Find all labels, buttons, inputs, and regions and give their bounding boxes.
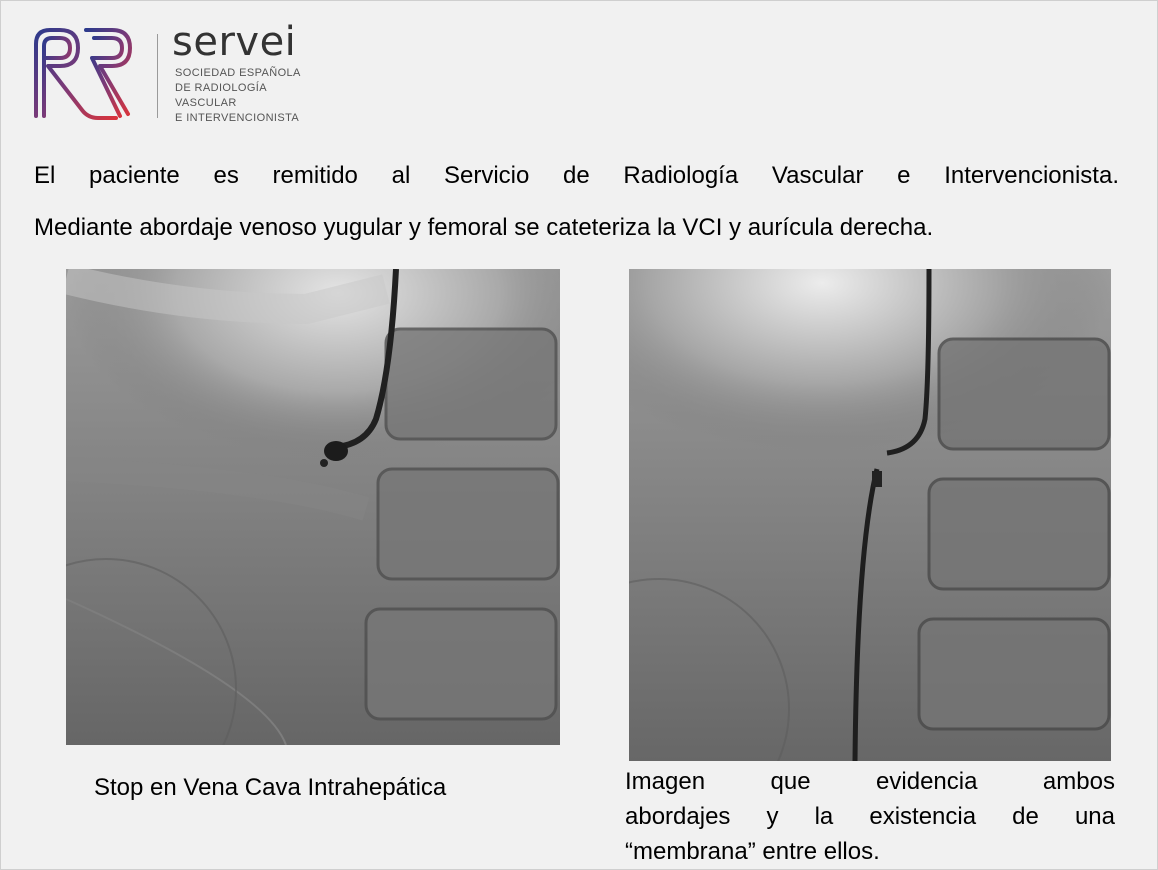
- intro-paragraph: [34, 150, 1119, 254]
- caption-right: [625, 764, 1115, 869]
- caption-word: Imagen: [625, 768, 706, 795]
- brand-subtitle-line: DE RADIOLOGÍA: [175, 82, 267, 94]
- caption-word: evidencia: [876, 768, 978, 795]
- caption-word: la: [814, 803, 834, 830]
- sr-monogram-logo: [30, 26, 136, 122]
- caption-word: abordajes: [625, 803, 731, 830]
- caption-right-line: [625, 799, 1115, 834]
- brand-subtitle-line: SOCIEDAD ESPAÑOLA: [175, 67, 301, 79]
- caption-word: ambos: [1042, 768, 1115, 795]
- intro-line-1: El paciente es remitido al Servicio de Radiología Vascular e Intervencionista.: [34, 162, 1119, 189]
- brand-subtitle-line: VASCULAR: [175, 97, 237, 109]
- logo-divider: [157, 34, 158, 118]
- brand-subtitle: [175, 66, 301, 126]
- caption-word: existencia: [869, 803, 977, 830]
- fluoroscopy-image-left: [66, 269, 560, 745]
- caption-word: que: [770, 768, 811, 795]
- caption-word: y: [766, 803, 779, 830]
- caption-right-line: “membrana” entre ellos.: [625, 838, 880, 865]
- caption-word: de: [1012, 803, 1039, 830]
- brand-name: servei: [172, 19, 297, 65]
- caption-word: una: [1074, 803, 1115, 830]
- intro-line-2: Mediante abordaje venoso yugular y femoral se cateteriza la VCI y aurícula derecha.: [34, 214, 934, 241]
- caption-right-line: [625, 764, 1115, 799]
- caption-left: Stop en Vena Cava Intrahepática: [94, 774, 447, 801]
- fluoroscopy-image-right: [629, 269, 1111, 761]
- brand-subtitle-line: E INTERVENCIONISTA: [175, 112, 300, 124]
